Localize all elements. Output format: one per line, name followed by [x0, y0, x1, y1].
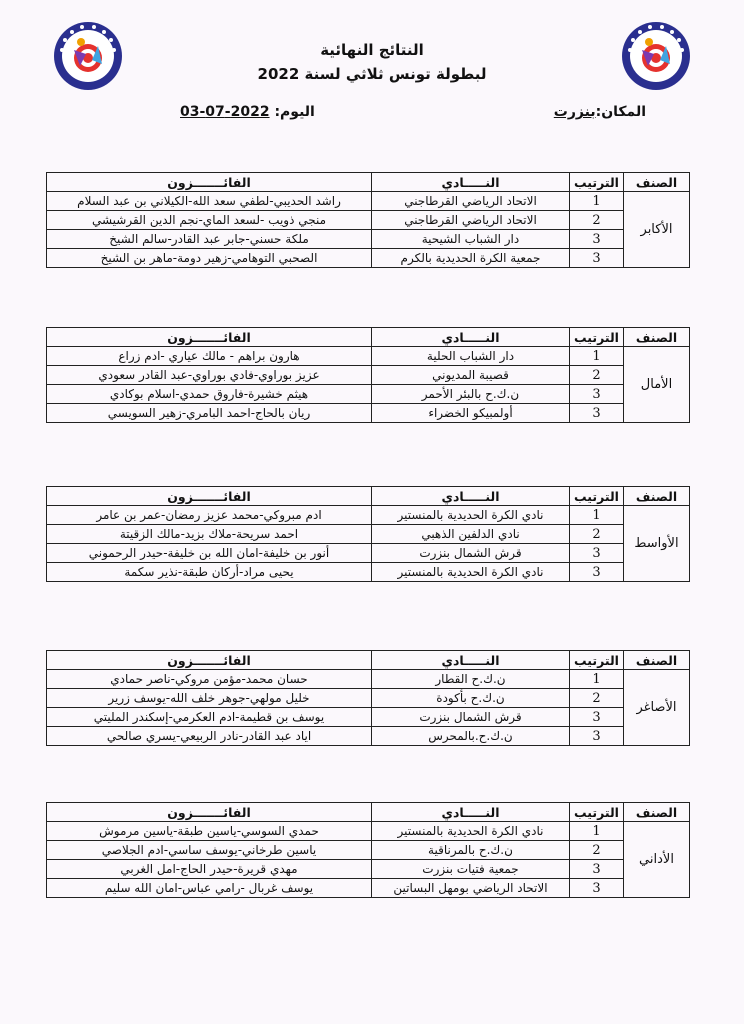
column-header-club: النـــــادي	[372, 328, 570, 347]
rank-cell: 2	[570, 525, 624, 544]
results-table-cadets	[46, 650, 690, 746]
winners-cell: ريان بالحاج-احمد البامري-زهير السويسي	[47, 404, 372, 423]
club-cell: ن.ك.ح بالبئر الأحمر	[372, 385, 570, 404]
column-header-rank: الترتيب	[570, 651, 624, 670]
club-cell: قرش الشمال بنزرت	[372, 708, 570, 727]
rank-cell: 1	[570, 670, 624, 689]
club-cell: نادي الكرة الحديدية بالمنستير	[372, 563, 570, 582]
table-row	[47, 230, 690, 249]
table-row	[47, 544, 690, 563]
column-header-club: النـــــادي	[372, 651, 570, 670]
rank-cell: 3	[570, 544, 624, 563]
table-row	[47, 563, 690, 582]
column-header-winners: الفائـــــــزون	[47, 328, 372, 347]
table-header-row	[47, 803, 690, 822]
table-header-row	[47, 651, 690, 670]
club-cell: قصيبة المديوني	[372, 366, 570, 385]
category-cell: الأواسط	[624, 506, 690, 582]
winners-cell: يوسف بن قطيمة-ادم العكرمي-إسكندر المليتي	[47, 708, 372, 727]
club-cell: جمعية فتيات بنزرت	[372, 860, 570, 879]
rank-cell: 2	[570, 689, 624, 708]
rank-cell: 3	[570, 879, 624, 898]
category-cell: الأكابر	[624, 192, 690, 268]
club-cell: جمعية الكرة الحديدية بالكرم	[372, 249, 570, 268]
club-cell: قرش الشمال بنزرت	[372, 544, 570, 563]
column-header-club: النـــــادي	[372, 487, 570, 506]
document-title: النتائج النهائية	[320, 41, 424, 59]
rank-cell: 1	[570, 192, 624, 211]
date-line	[180, 104, 315, 120]
results-table-minimes	[46, 802, 690, 898]
category-cell: الأداني	[624, 822, 690, 898]
place-value: بنزرت	[553, 104, 596, 120]
column-header-rank: الترتيب	[570, 487, 624, 506]
table-header-row	[47, 173, 690, 192]
date-label: اليوم:	[274, 104, 315, 120]
winners-cell: هيثم خشيرة-فاروق حمدي-اسلام بوكادي	[47, 385, 372, 404]
rank-cell: 3	[570, 860, 624, 879]
winners-cell: ادم مبروكي-محمد عزيز رمضان-عمر بن عامر	[47, 506, 372, 525]
table-row	[47, 708, 690, 727]
document-title-block	[0, 38, 744, 86]
column-header-class: الصنف	[624, 651, 690, 670]
club-cell: الاتحاد الرياضي القرطاجني	[372, 211, 570, 230]
column-header-club: النـــــادي	[372, 173, 570, 192]
winners-cell: مهدي قريرة-حيدر الحاج-امل الغربي	[47, 860, 372, 879]
table-row	[47, 670, 690, 689]
column-header-winners: الفائـــــــزون	[47, 651, 372, 670]
column-header-club: النـــــادي	[372, 803, 570, 822]
column-header-winners: الفائـــــــزون	[47, 803, 372, 822]
rank-cell: 1	[570, 822, 624, 841]
winners-cell: هارون براهم - مالك عياري -ادم زراع	[47, 347, 372, 366]
table-row	[47, 822, 690, 841]
table-row	[47, 404, 690, 423]
place-line	[554, 104, 646, 120]
club-cell: الاتحاد الرياضي القرطاجني	[372, 192, 570, 211]
table-row	[47, 249, 690, 268]
winners-cell: الصحبي التوهامي-زهير دومة-ماهر بن الشيخ	[47, 249, 372, 268]
winners-cell: يوسف غربال -رامي عباس-امان الله سليم	[47, 879, 372, 898]
club-cell: ن.ك.ح.بالمحرس	[372, 727, 570, 746]
column-header-rank: الترتيب	[570, 173, 624, 192]
club-cell: أولمبيكو الخضراء	[372, 404, 570, 423]
table-header-row	[47, 328, 690, 347]
rank-cell: 3	[570, 249, 624, 268]
winners-cell: ياسين طرخاني-يوسف ساسي-ادم الجلاصي	[47, 841, 372, 860]
category-cell: الأمال	[624, 347, 690, 423]
winners-cell: ملكة حسني-جابر عبد القادر-سالم الشيخ	[47, 230, 372, 249]
category-cell: الأصاغر	[624, 670, 690, 746]
winners-cell: عزيز بوراوي-فادي بوراوي-عبد القادر سعودي	[47, 366, 372, 385]
place-label: المكان:	[595, 104, 646, 120]
column-header-rank: الترتيب	[570, 803, 624, 822]
rank-cell: 2	[570, 841, 624, 860]
winners-cell: منجي ذويب -لسعد الماي-نجم الدين القرشيشي	[47, 211, 372, 230]
club-cell: ن.ك.ح بالمرناقية	[372, 841, 570, 860]
column-header-class: الصنف	[624, 803, 690, 822]
winners-cell: اياد عبد القادر-نادر الربيعي-يسري صالحي	[47, 727, 372, 746]
table-row	[47, 506, 690, 525]
rank-cell: 3	[570, 727, 624, 746]
column-header-class: الصنف	[624, 328, 690, 347]
column-header-winners: الفائـــــــزون	[47, 173, 372, 192]
winners-cell: احمد سريحة-ملاك بزيد-مالك الزقيتة	[47, 525, 372, 544]
rank-cell: 1	[570, 506, 624, 525]
table-row	[47, 385, 690, 404]
rank-cell: 1	[570, 347, 624, 366]
results-table-seniors	[46, 172, 690, 268]
table-row	[47, 860, 690, 879]
date-value: 2022-07-03	[180, 104, 270, 120]
rank-cell: 2	[570, 366, 624, 385]
table-row	[47, 689, 690, 708]
club-cell: دار الشباب الحلية	[372, 347, 570, 366]
winners-cell: راشد الحديبي-لطفي سعد الله-الكيلاني بن عبد السلام	[47, 192, 372, 211]
club-cell: ن.ك.ح القطار	[372, 670, 570, 689]
table-row	[47, 525, 690, 544]
club-cell: ن.ك.ح بأكودة	[372, 689, 570, 708]
rank-cell: 3	[570, 404, 624, 423]
winners-cell: يحيى مراد-أركان طبقة-نذير سكمة	[47, 563, 372, 582]
rank-cell: 3	[570, 708, 624, 727]
club-cell: نادي الكرة الحديدية بالمنستير	[372, 822, 570, 841]
column-header-winners: الفائـــــــزون	[47, 487, 372, 506]
results-table-hopes	[46, 327, 690, 423]
column-header-class: الصنف	[624, 487, 690, 506]
table-row	[47, 192, 690, 211]
table-header-row	[47, 487, 690, 506]
rank-cell: 3	[570, 230, 624, 249]
club-cell: الاتحاد الرياضي بومهل البساتين	[372, 879, 570, 898]
table-row	[47, 879, 690, 898]
winners-cell: أنور بن خليفة-امان الله بن خليفة-حيدر الرحموني	[47, 544, 372, 563]
club-cell: نادي الدلفين الذهبي	[372, 525, 570, 544]
column-header-rank: الترتيب	[570, 328, 624, 347]
results-table-juniors	[46, 486, 690, 582]
table-row	[47, 727, 690, 746]
table-row	[47, 366, 690, 385]
table-row	[47, 347, 690, 366]
rank-cell: 3	[570, 563, 624, 582]
table-row	[47, 211, 690, 230]
rank-cell: 2	[570, 211, 624, 230]
winners-cell: حمدي السوسي-ياسين طبقة-ياسين مرموش	[47, 822, 372, 841]
column-header-class: الصنف	[624, 173, 690, 192]
rank-cell: 3	[570, 385, 624, 404]
winners-cell: خليل مولهي-جوهر خلف الله-يوسف زرير	[47, 689, 372, 708]
winners-cell: حسان محمد-مؤمن مروكي-ناصر حمادي	[47, 670, 372, 689]
table-row	[47, 841, 690, 860]
club-cell: دار الشباب الشيحية	[372, 230, 570, 249]
club-cell: نادي الكرة الحديدية بالمنستير	[372, 506, 570, 525]
document-subtitle: لبطولة تونس ثلاثي لسنة 2022	[257, 65, 487, 83]
